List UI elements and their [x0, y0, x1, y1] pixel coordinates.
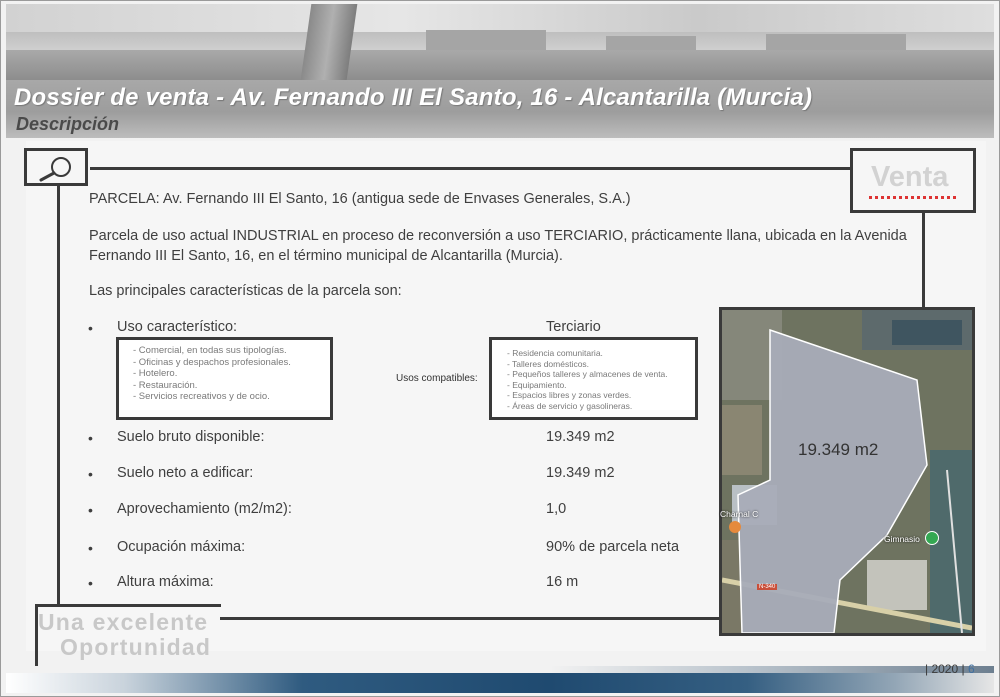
road-label: N-340 — [759, 584, 776, 590]
list-item: - Comercial, en todas sus tipologías. — [133, 345, 287, 356]
list-item: - Residencia comunitaria. — [507, 348, 603, 358]
map-place-label: Charnal C — [720, 509, 759, 519]
bullet: • — [88, 502, 93, 518]
feature-label: Uso característico: — [117, 319, 238, 335]
list-item: - Oficinas y despachos profesionales. — [133, 356, 291, 368]
footer-year: | 2020 | — [925, 662, 965, 676]
map-area-label: 19.349 m2 — [798, 440, 879, 459]
bullet: • — [88, 540, 93, 556]
feature-label: Suelo neto a edificar: — [117, 465, 254, 481]
venta-badge — [850, 148, 976, 213]
frame-line-bottom — [220, 617, 720, 620]
bullet: • — [88, 466, 93, 482]
list-item: - Talleres domésticos. — [507, 358, 590, 369]
list-item: - Restauración. — [133, 379, 198, 391]
list-item: - Áreas de servicio y gasolineras. — [507, 400, 633, 411]
bullet: • — [88, 320, 93, 336]
page-number: 6 — [967, 662, 975, 676]
page-footer — [925, 662, 975, 676]
magnifier-icon — [37, 155, 77, 183]
feature-label: Suelo bruto disponible: — [117, 429, 265, 445]
map-pin-icon — [729, 521, 741, 533]
usos-compatibles-list — [489, 337, 698, 420]
search-badge — [24, 148, 88, 186]
feature-label: Altura máxima: — [117, 574, 214, 590]
venta-label: Venta — [871, 161, 949, 193]
feature-value: 1,0 — [546, 501, 567, 517]
bullet: • — [88, 430, 93, 446]
footer-bar — [6, 673, 994, 693]
feature-value: Terciario — [546, 319, 601, 335]
list-item: - Espacios libres y zonas verdes. — [507, 390, 632, 400]
parcela-text: PARCELA: Av. Fernando III El Santo, 16 (antigua sede de Envases Generales, S.A.) — [89, 191, 631, 207]
page-title: Dossier de venta - Av. Fernando III El Santo, 16 - Alcantarilla (Murcia) — [14, 84, 813, 111]
list-item: - Servicios recreativos y de ocio. — [133, 391, 270, 402]
feature-value: 16 m — [546, 574, 579, 590]
oportunidad-line-1: Una excelente — [38, 609, 209, 635]
feature-value: 19.349 m2 — [546, 429, 615, 445]
feature-label: Aprovechamiento (m2/m2): — [117, 501, 292, 517]
list-item: - Pequeños talleres y almacenes de venta. — [507, 369, 668, 379]
feature-label: Ocupación máxima: — [117, 539, 246, 555]
usos-compatibles-label: Usos compatibles: — [396, 373, 478, 384]
map-place-label: Gimnasio — [884, 534, 920, 544]
list-item: - Equipamiento. — [507, 379, 567, 390]
caracteristicas-intro: Las principales características de la parcela son: — [89, 283, 402, 299]
uso-caracteristico-list — [116, 337, 333, 420]
header-photo-banner — [6, 4, 994, 80]
feature-value: 19.349 m2 — [546, 465, 615, 481]
uso-paragraph: Parcela de uso actual INDUSTRIAL en proceso de reconversión a uso TERCIARIO, prácticamente llana, ubicada en la Avenida Fernando III El Santo, 16, en el término municipal de Alcantarilla (Murcia). — [89, 228, 907, 264]
map-pin-icon — [925, 531, 939, 545]
feature-value: 90% de parcela neta — [546, 539, 680, 555]
frame-line-left — [57, 186, 60, 607]
oportunidad-line-2: Oportunidad — [60, 634, 212, 660]
section-subtitle: Descripción — [16, 114, 120, 134]
bullet: • — [88, 575, 93, 591]
list-item: - Hotelero. — [133, 368, 178, 379]
frame-line-top — [90, 167, 850, 170]
spellcheck-underline — [869, 196, 957, 199]
